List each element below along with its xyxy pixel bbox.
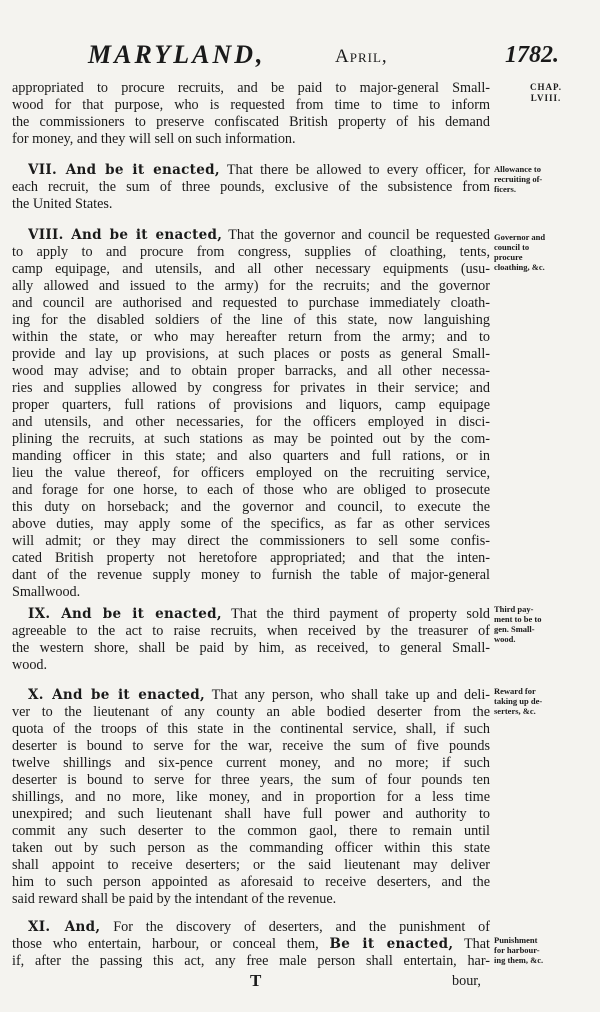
text-line: appropriated to procure recruits, and be paid to major-general Small- [12, 80, 490, 96]
margin-note-line: gen. Small- [494, 624, 535, 634]
section-lead: XI. And, [28, 919, 101, 935]
margin-note-line: for harbour- [494, 945, 540, 955]
text-line: wood for that purpose, who is requested from time to time to inform [12, 97, 490, 113]
text-line: manding officer in this state; and also quarters and full rations, or in [12, 448, 490, 464]
chapter-note-line: CHAP. [530, 82, 562, 92]
section-vii-first-line [28, 162, 490, 179]
margin-note-line: Punishment [494, 935, 538, 945]
section-xi-second-line [12, 936, 490, 953]
margin-note-line: council to [494, 242, 530, 252]
margin-note-line: wood. [494, 634, 516, 644]
section-x-first-line [28, 687, 490, 704]
text-line: cated British property not heretofore appropriated; and that the inten- [12, 550, 490, 566]
text-line: the western shore, shall be paid by him, as received, to general Small- [12, 640, 490, 656]
text-line: the United States. [12, 196, 113, 212]
text-line: wood. [12, 657, 48, 673]
text-line: lieu the value thereof, for officers employed on the recruiting service, [12, 465, 490, 481]
text-line: ver to the lieutenant of any county an able bodied deserter from the [12, 704, 490, 720]
line-text: For the discovery of deserters, and the punishment of [100, 919, 490, 935]
text-line: proper quarters, full rations of provisions and liquors, camp equipage [12, 397, 490, 413]
margin-note-allowance [494, 164, 598, 194]
margin-note-line: Allowance to [494, 164, 541, 174]
text-line: shall appoint to receive deserters; or the said lieutenant may deliver [12, 857, 490, 873]
margin-note-line: taking up de- [494, 696, 543, 706]
line-text: those who entertain, harbour, or conceal them, [12, 936, 330, 952]
chapter-note [501, 82, 591, 104]
text-line: if, after the passing this act, any free male person shall entertain, har- [12, 953, 490, 969]
text-line: taken out by such person as the commanding officer within this state [12, 840, 490, 856]
text-line: dant of the revenue supply money to furnish the table of major-general [12, 567, 490, 583]
margin-note-line: serters, &c. [494, 706, 536, 716]
text-line: camp equipage, and utensils, and all other necessary equipments (usu- [12, 261, 490, 277]
text-line: this duty on horseback; and the governor and council, to execute the [12, 499, 490, 515]
margin-note-governor [494, 232, 598, 272]
chapter-note-line: LVIII. [530, 93, 562, 103]
line-text: That there be allowed to every officer, for [219, 162, 490, 178]
margin-note-line: procure [494, 252, 523, 262]
margin-note-third-payment [494, 604, 598, 644]
section-viii-first-line [28, 227, 490, 244]
margin-note-line: ficers. [494, 184, 516, 194]
margin-note-line: Reward for [494, 686, 536, 696]
text-line: unexpired; and such lieutenant shall have full power and authority to [12, 806, 490, 822]
margin-note-reward [494, 686, 598, 716]
section-lead: VII. And be it enacted, [28, 162, 220, 178]
margin-note-line: Third pay- [494, 604, 534, 614]
margin-note-punishment [494, 935, 598, 965]
margin-note-line: Governor and [494, 232, 546, 242]
text-line: within the state, or who may hereafter return from the army; and to [12, 329, 490, 345]
margin-note-line: ment to be to [494, 614, 542, 624]
text-line: plining the recruits, at such stations as may be pointed out by the com- [12, 431, 490, 447]
text-line: ally allowed and issued to the army) for the recruits; and the governor [12, 278, 490, 294]
line-text: That [453, 936, 490, 952]
text-line: agreeable to the act to raise recruits, when received by the treasurer of [12, 623, 490, 639]
text-line: to apply to and procure from congress, supplies of cloathing, tents, [12, 244, 490, 260]
text-line: shillings, and no more, like money, and in proportion for a less time [12, 789, 490, 805]
text-line: deserter is bound to serve for three years, the sum of four pounds ten [12, 772, 490, 788]
text-line: for money, and they will sell on such information. [12, 131, 296, 147]
text-line: wood may advise; and to obtain proper barracks, and all other necessa- [12, 363, 490, 379]
margin-note-line: cloathing, &c. [494, 262, 545, 272]
header-state: MARYLAND, [88, 40, 266, 69]
text-line: ing for the disabled soldiers of the line of this state, now languishing [12, 312, 490, 328]
section-lead: IX. And be it enacted, [28, 606, 222, 622]
text-line: will admit; or they may direct the commissioners to sell some confis- [12, 533, 490, 549]
text-line: the commissioners to preserve confiscated British property of his demand [12, 114, 490, 130]
signature-mark: T [250, 971, 262, 990]
section-xi-first-line [28, 919, 490, 936]
text-line: him to such person appointed as aforesaid to receive deserters, and the [12, 874, 490, 890]
margin-note-line: recruiting of- [494, 174, 543, 184]
text-line: said reward shall be paid by the intendant of the revenue. [12, 891, 337, 907]
margin-note-line: ing them, &c. [494, 955, 544, 965]
enacting-clause: Be it enacted, [329, 936, 454, 952]
text-line: commit any such deserter to the common gaol, there to remain until [12, 823, 490, 839]
running-header [0, 40, 600, 70]
section-ix-first-line [28, 606, 490, 623]
text-line: each recruit, the sum of three pounds, exclusive of the subsistence from [12, 179, 490, 195]
text-line: quota of the troops of this state in the continental service, shall, if such [12, 721, 490, 737]
text-line: twelve shillings and six-pence current money, and no more; if such [12, 755, 490, 771]
catchword: bour, [452, 973, 481, 989]
line-text: That the third payment of property sold [221, 606, 490, 622]
section-lead: X. And be it enacted, [28, 687, 206, 703]
line-text: That any person, who shall take up and deli- [205, 687, 490, 703]
text-line: and utensils, and other necessaries, for the officers employed in disci- [12, 414, 490, 430]
text-line: and council are authorised and requested to purchase immediately cloath- [12, 295, 490, 311]
text-line: and forage for one horse, to each of those who are obliged to prosecute [12, 482, 490, 498]
text-line: ries and supplies allowed by congress for privates in their service; and [12, 380, 490, 396]
text-line: above duties, may apply some of the specifics, as far as other services [12, 516, 490, 532]
line-text: That the governor and council be requested [222, 227, 490, 243]
text-line: Smallwood. [12, 584, 81, 600]
text-line: deserter is bound to serve for the war, receive the sum of five pounds [12, 738, 490, 754]
section-lead: VIII. And be it enacted, [28, 227, 223, 243]
text-line: provide and lay up provisions, at such places or posts as general Small- [12, 346, 490, 362]
header-year: 1782. [505, 42, 559, 68]
header-month: April, [335, 46, 388, 67]
